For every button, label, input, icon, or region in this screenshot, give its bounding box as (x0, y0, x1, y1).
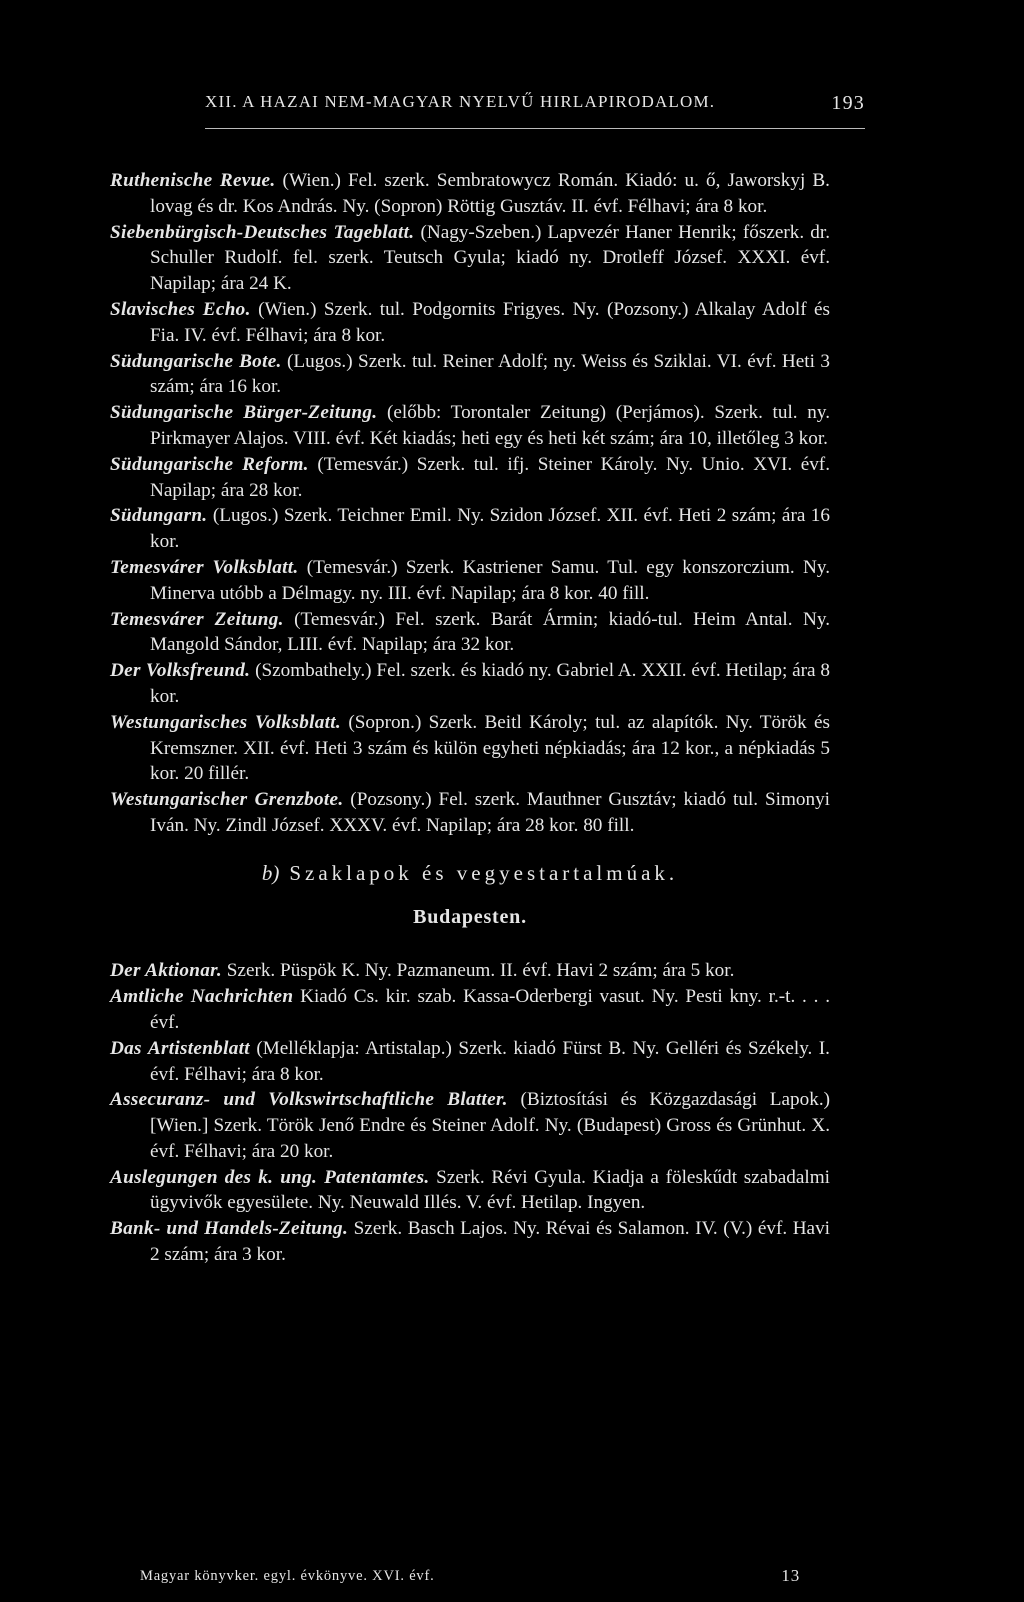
newspaper-entry (110, 658, 830, 710)
page-footer (140, 1568, 800, 1585)
newspaper-entry (110, 168, 830, 220)
entry-title: Siebenbürgisch-Deutsches Tageblatt. (110, 221, 415, 243)
entry-details: (Wien.) Fel. szerk. Sembratowycz Román. Kiadó: u. ő, Jaworskyj B. lovag és dr. Kos András. Ny. (Sopron) Röttig Gusztáv. II. évf. Félhavi; ára 8 kor. (150, 170, 830, 217)
entry-details: Szerk. Püspök K. Ny. Pazmaneum. II. évf. Havi 2 szám; ára 5 kor. (221, 960, 735, 982)
entry-details: (előbb: Torontaler Zeitung) (Perjámos). Szerk. tul. ny. Pirkmayer Alajos. VIII. évf. Két kiadás; heti egy és heti két szám; ára 10, illetőleg 3 kor. (150, 402, 830, 449)
entry-title: Südungarische Bürger-Zeitung. (110, 402, 378, 424)
entry-details: (Lugos.) Szerk. tul. Reiner Adolf; ny. Weiss és Sziklai. VI. évf. Heti 3 szám; ára 16 kor. (150, 350, 830, 398)
entry-title: Temesvárer Zeitung. (110, 608, 284, 630)
entry-title: Auslegungen des k. ung. Patentamtes. (110, 1166, 430, 1188)
entry-title: Ruthenische Revue. (110, 170, 276, 191)
page-number: 193 (831, 92, 865, 114)
footer-text: Magyar könyvker. egyl. évkönyve. XVI. évf. (140, 1568, 435, 1584)
entry-title: Assecuranz- und Volkswirtschaftliche Blatter. (110, 1089, 508, 1111)
newspaper-entry (110, 787, 830, 839)
newspaper-entry (110, 297, 830, 349)
newspaper-entry (110, 400, 830, 452)
entry-details: (Biztosítási és Közgazdasági Lapok.) [Wien.] Szerk. Török Jenő Endre és Steiner Adolf. Ny. (Budapest) Gross és Grünhut. X. évf. Félhavi; ára 20 kor. (150, 1089, 831, 1162)
entry-details: (Melléklapja: Artistalap.) Szerk. kiadó Fürst B. Ny. Gelléri és Székely. I. évf. Félhavi; ára 8 kor. (150, 1037, 830, 1085)
entry-title: Westungarischer Grenzbote. (110, 789, 344, 811)
newspaper-entry (110, 710, 830, 787)
entry-list-a (110, 168, 830, 839)
newspaper-entry (110, 555, 830, 607)
newspaper-entry (110, 1165, 830, 1217)
entry-details: (Szombathely.) Fel. szerk. és kiadó ny. Gabriel A. XXII. évf. Hetilap; ára 8 kor. (150, 660, 830, 707)
newspaper-entry (110, 1216, 830, 1268)
body-text (110, 168, 830, 1268)
signature-mark: 13 (781, 1566, 800, 1585)
running-title: XII. A HAZAI NEM-MAGYAR NYELVŰ HIRLAPIRODALOM. (205, 92, 716, 111)
entry-details: (Nagy-Szeben.) Lapvezér Haner Henrik; főszerk. dr. Schuller Rudolf. fel. szerk. Teutsch Gyula; kiadó ny. Drotleff József. XXXI. évf. Napilap; ára 24 K. (150, 221, 831, 295)
newspaper-entry (110, 452, 830, 504)
newspaper-entry (110, 958, 830, 984)
newspaper-entry (110, 607, 830, 659)
subsection-heading: Budapesten. (413, 905, 527, 928)
entry-title: Südungarische Reform. (110, 453, 309, 475)
entry-title: Der Aktionar. (110, 960, 222, 982)
newspaper-entry (110, 1087, 830, 1164)
entry-title: Der Volksfreund. (110, 660, 251, 682)
entry-details: (Sopron.) Szerk. Beitl Károly; tul. az alapítók. Ny. Török és Kremszner. XII. évf. Heti 3 szám és külön egyheti népkiadás; ára 12 kor., a népkiadás 5 kor. 20 fillér. (150, 711, 830, 785)
entry-details: Szerk. Basch Lajos. Ny. Révai és Salamon. IV. (V.) évf. Havi 2 szám; ára 3 kor. (150, 1218, 830, 1266)
entry-list-b (110, 958, 830, 1268)
entry-details: (Temesvár.) Fel. szerk. Barát Ármin; kiadó-tul. Heim Antal. Ny. Mangold Sándor, LIII. évf. Napilap; ára 32 kor. (150, 608, 830, 656)
entry-details: (Temesvár.) Szerk. Kastriener Samu. Tul. egy konszorczium. Ny. Minerva utóbb a Délmagy. ny. III. évf. Napilap; ára 8 kor. 40 fill. (150, 556, 830, 604)
entry-title: Das Artistenblatt (110, 1037, 250, 1059)
entry-details: Kiadó Cs. kir. szab. Kassa-Oderbergi vasut. Ny. Pesti kny. r.-t. . . . évf. (150, 986, 830, 1033)
newspaper-entry (110, 1036, 830, 1088)
entry-title: Bank- und Handels-Zeitung. (110, 1218, 349, 1240)
entry-details: (Wien.) Szerk. tul. Podgornits Frigyes. Ny. (Pozsony.) Alkalay Adolf és Fia. IV. évf. Félhavi; ára 8 kor. (150, 298, 831, 346)
newspaper-entry (110, 220, 830, 297)
entry-details: (Pozsony.) Fel. szerk. Mauthner Gusztáv; kiadó tul. Simonyi Iván. Ny. Zindl József. XXXV. évf. Napilap; ára 28 kor. 80 fill. (150, 789, 830, 836)
entry-title: Slavisches Echo. (110, 298, 251, 320)
entry-details: (Lugos.) Szerk. Teichner Emil. Ny. Szidon József. XII. évf. Heti 2 szám; ára 16 kor. (150, 505, 830, 553)
newspaper-entry (110, 503, 830, 555)
newspaper-entry (110, 984, 830, 1036)
section-marker: b) (261, 860, 280, 885)
entry-details: (Temesvár.) Szerk. tul. ifj. Steiner Károly. Ny. Unio. XVI. évf. Napilap; ára 28 kor. (150, 453, 830, 501)
entry-title: Amtliche Nachrichten (110, 986, 294, 1008)
entry-title: Westungarisches Volksblatt. (110, 711, 341, 733)
header-rule (205, 128, 865, 129)
entry-details: Szerk. Révi Gyula. Kiadja a föleskűdt szabadalmi ügyvivők egyesülete. Ny. Neuwald Illés. V. évf. Hetilap. Ingyen. (150, 1166, 831, 1214)
entry-title: Südungarische Bote. (110, 350, 282, 372)
running-header (205, 92, 865, 112)
entry-title: Temesvárer Volksblatt. (110, 556, 299, 578)
section-title: Szaklapok és vegyestartalmúak. (289, 860, 679, 885)
section-heading (110, 861, 830, 887)
entry-title: Südungarn. (110, 505, 208, 527)
newspaper-entry (110, 349, 830, 401)
